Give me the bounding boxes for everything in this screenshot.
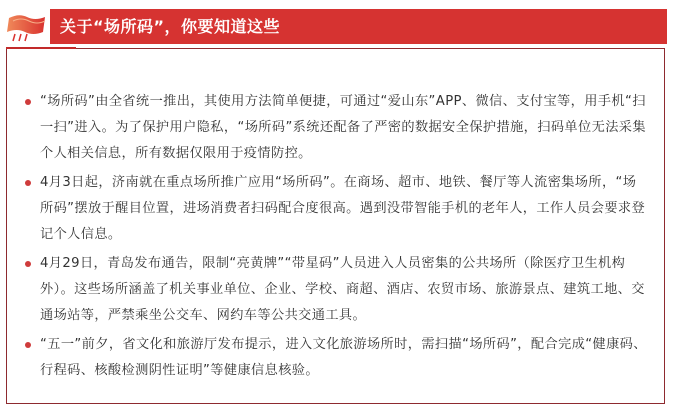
bullet-icon — [25, 99, 31, 105]
list-item — [25, 89, 647, 167]
info-list — [25, 89, 647, 387]
box-accent — [6, 47, 76, 49]
bullet-icon — [25, 342, 31, 348]
section-title: 关于“场所码”，你要知道这些 — [60, 17, 281, 36]
list-item — [25, 332, 647, 384]
list-item — [25, 251, 647, 329]
list-item — [25, 170, 647, 248]
list-item-text: 4月3日起，济南就在重点场所推广应用“场所码”。在商场、超市、地铁、餐厅等人流密集场所，“场所码”摆放于醒目位置，进场消费者扫码配合度很高。遇到没带智能手机的老年人，工作人员会要求登记个人信息。 — [40, 175, 646, 242]
list-item-text: “场所码”由全省统一推出，其使用方法简单便捷，可通过“爱山东”APP、微信、支付宝等，用手机“扫一扫”进入。为了保护用户隐私，“场所码”系统还配备了严密的数据安全保护措施，扫码单位无法采集个人相关信息，所有数据仅限用于疫情防控。 — [40, 94, 646, 161]
bullet-icon — [25, 261, 31, 267]
list-item-text: “五一”前夕，省文化和旅游厅发布提示，进入文化旅游场所时，需扫描“场所码”，配合完成“健康码、行程码、核酸检测阴性证明”等健康信息核验。 — [40, 337, 647, 378]
list-item-text: 4月29日，青岛发布通告，限制“亮黄牌”“带星码”人员进入人员密集的公共场所（除医疗卫生机构外）。这些场所涵盖了机关事业单位、企业、学校、商超、酒店、农贸市场、旅游景点、建筑工地、交通场站等，严禁乘坐公交车、网约车等公共交通工具。 — [40, 256, 645, 323]
red-flag-icon — [5, 12, 47, 42]
section-header — [50, 9, 667, 44]
bullet-icon — [25, 180, 31, 186]
content-box — [6, 48, 665, 404]
